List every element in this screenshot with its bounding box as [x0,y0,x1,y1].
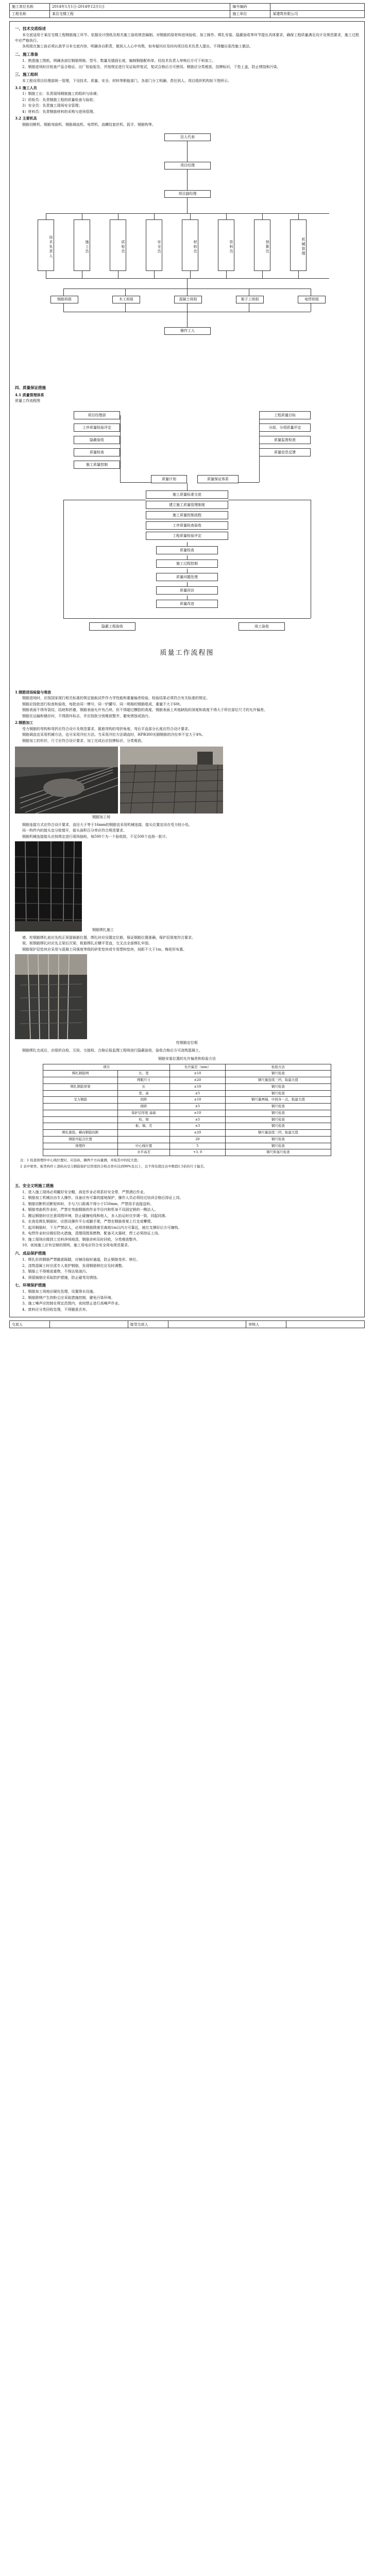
flow-right-box: 质量信息反馈 [259,448,311,456]
table-cell: ±5 [169,1104,225,1110]
tolerance-table [43,1064,331,1157]
table-note: 注：1 检查预埋件中心线位置时，应沿纵、横两个方向量测，并取其中的较大值； [20,1158,141,1162]
table-row [43,1123,331,1130]
paragraph: 1、绑扎好的钢筋严禁随意踩踏，应铺设临时通道，防止钢筋变形、移位。 [22,1258,140,1262]
sign-field[interactable] [286,1321,365,1328]
section-title: 二、施工准备 [15,52,38,57]
connector-line [187,569,188,573]
paragraph: 5、搬运钢筋时应注意周围环境，防止碰撞电线和他人，多人抬运时应步调一致，同起同落。 [22,1213,169,1218]
paragraph: 钢筋应按批进行检查和验收，每批由同一牌号、同一炉罐号、同一规格的钢筋组成，重量不大于60t。 [22,702,183,706]
flow-center-box: 施工质量控制流程 [146,511,228,519]
site-photo [15,747,118,814]
quality-flow-chart [43,407,331,665]
section-title: 七、环境保护措施 [15,1283,46,1287]
table-cell [43,1149,118,1156]
table-cell: 间距 [118,1097,170,1104]
subsection-title: 1.钢筋进场检验与堆放 [15,689,52,694]
table-cell: 钢尺量连续三档，取最大值 [225,1130,331,1137]
table-cell: 预埋件 [43,1143,118,1149]
table-row [43,1110,331,1116]
connector-line [187,596,188,600]
paragraph: 钢筋机械连接接头应按规定进行现场抽检，每500个为一个验收批，不足500个也按一批计。 [22,834,169,839]
section-title: 一、技术交底综述 [15,26,46,31]
table-cell: 钢尺检查 [225,1143,331,1149]
sign-field[interactable] [168,1321,246,1328]
paragraph: 7、起吊钢筋时，下方严禁站人，必须待钢筋降落至离地1m以内方可靠近，就位支撑好后方可摘钩。 [22,1225,182,1230]
connector-line [187,582,188,586]
table-row [43,1149,331,1156]
paragraph: 2、浇筑混凝土时应派专人看护钢筋，发现钢筋移位应及时调整。 [22,1263,126,1268]
table-cell: ±10 [169,1083,225,1090]
table-cell: 钢尺检查 [225,1116,331,1123]
section-title: 三、施工组织 [15,72,38,77]
flow-left-box: 质量检查 [74,448,120,456]
connector-line [187,555,188,560]
table-cell [43,1104,118,1110]
connector-line [187,542,188,546]
paragraph: 钢筋连接方式应符合设计要求，直径大于等于16mm的钢筋宜采用机械连接，接头位置宜设在受力较小处。 [22,822,193,827]
flow-left-box: 施工质量控制 [74,461,120,469]
flow-center-box: 工序质量检查验收 [146,521,228,530]
paragraph: 钢筋在运输和储存时，不得损坏标志，并应按批分别堆放整齐，避免锈蚀或油污。 [22,714,152,718]
table-cell: 长 [118,1083,170,1090]
table-cell: 绑扎箍筋、横向钢筋间距 [43,1130,118,1137]
paragraph: 2）质检员：负责钢筋工程的质量检查与验收； [22,97,97,102]
table-row [43,1071,331,1077]
connector-line [262,271,263,278]
table-row [43,1097,331,1104]
table-cell: 网眼尺寸 [118,1077,170,1084]
paragraph: 9、施工现场应做到工完料净场地清，钢筋余料及时回收，分类堆放整齐。 [22,1237,140,1242]
table-cell: 钢尺量连续三档，取最大值 [225,1077,331,1084]
table-cell: 钢尺检查 [225,1083,331,1090]
org-team: 钢筋班组 [50,296,78,303]
org-dept: 预算员 [254,219,270,271]
table-caption: 钢筋安装位置的允许偏差和检验方法 [158,1057,216,1061]
table-header: 检验方法 [225,1064,331,1071]
table-cell: 长、宽 [118,1071,170,1077]
paragraph: 1、熟悉施工图纸，明确各部位钢筋规格、型号、数量及锚固长度，编制钢筋配料单，经技术负责人审核后方可下料加工。 [22,59,216,63]
flow-right-box: 质量监督检查 [259,436,311,444]
flow-left-box: 项目经理部 [74,411,120,419]
org-l3: 项目副经理 [164,190,211,198]
header-cell: 施工单位 [230,11,270,18]
table-row [43,1077,331,1084]
paragraph: 钢筋切断机、钢筋弯曲机、钢筋调直机、电焊机、直螺纹套丝机、扳手、钢筋钩等。 [22,122,156,127]
table-cell: 钢尺检查 [225,1136,331,1143]
table-cell: 钢尺检查 [225,1104,331,1110]
connector-line [125,303,126,312]
table-cell: 钢尺检查 [225,1071,331,1077]
connector-line [298,213,299,219]
table-cell: ±20 [169,1077,225,1084]
flow-chain-box: 质量问题处理 [156,573,218,581]
table-note: 2 表中梁类、板类构件上部纵向受力钢筋保护层厚度的合格点率应达到90%及以上，且不得有超过表中数值1.5倍的尺寸偏差。 [20,1164,207,1168]
paragraph: 2、钢筋进场时应检查产品合格证、出厂检验报告，并按规定进行见证取样复试，复试合格后方可使用。钢筋应分类堆放，挂牌标识，下垫上盖，防止锈蚀和污染。 [22,64,281,69]
photo-caption: 钢筋绑扎施工 [92,928,114,932]
org-chart [32,131,342,343]
paragraph: 2、钢筋除锈产生的粉尘应采取措施控制，避免污染环境。 [22,1295,115,1300]
table-header: 项目 [43,1064,170,1071]
paragraph: 4、钢筋弯曲机作业时，严禁在弯曲钢筋的作业半径内和机身不设固定销的一侧站人。 [22,1208,158,1212]
table-row [43,1083,331,1090]
table-cell [43,1077,118,1084]
paragraph: 本交底适用于某住宅楼工程钢筋施工环节。依据设计图纸及相关施工验收规范编制。对钢筋的原材料进场验收、加工制作、绑扎安装、隐蔽验收等环节提出具体要求，确保工程质量满足设计及规范要求，施工过程中应严格执行。 [15,33,359,43]
org-dept: 资料员 [218,219,234,271]
table-row [43,1143,331,1149]
table-cell: ±20 [169,1130,225,1137]
paragraph: 1）钢筋工长：负责现场钢筋施工的组织与协调； [22,92,100,96]
org-bottom: 操作工人 [164,327,211,335]
org-dept: 施工员 [74,219,90,271]
paragraph: 6、在高处绑扎钢筋时，应搭设操作平台或脚手架，严禁在钢筋骨架上行走或攀爬。 [22,1219,155,1224]
subsection-title: 3.2 主要机具 [15,116,37,121]
table-cell: 钢筋弯起点位置 [43,1136,118,1143]
org-team: 架子工班组 [236,296,264,303]
flow-left-box: 隐蔽验收 [74,436,120,444]
paragraph: 8、电焊作业时应做好防火措施，清理周围易燃物，配备灭火器材，焊工必须持证上岗。 [22,1231,162,1236]
flow-mid: 质量计划 [151,475,187,483]
flow-left-box: 工序质量检验评定 [74,423,120,432]
table-cell: 绑扎钢筋网 [43,1071,118,1077]
paragraph: 同一构件内的接头宜分批错开，接头面积百分率应符合规范要求。 [22,828,127,833]
table-cell [118,1130,170,1137]
table-cell: 钢尺检查 [225,1123,331,1130]
header-cell: 编号编码 [230,4,270,11]
header-cell: 某住宅楼工程 [50,11,230,18]
connector-line [63,289,64,296]
paragraph: 3、施工噪声应控制在规定范围内，夜间禁止进行高噪声作业。 [22,1301,122,1306]
paragraph: 钢筋保护层垫块应采用与混凝土同强度等级的砂浆垫块或专用塑料垫块，间距不大于1m，梅花形布置。 [22,947,187,952]
table-cell [118,1136,170,1143]
header-cell: 工程名称 [10,11,50,18]
table-cell: +3, 0 [169,1149,225,1156]
org-dept: 质检员 [110,219,126,271]
flow-mid: 质量保证体系 [197,475,239,483]
table-cell: ±3 [169,1123,225,1130]
org-dept: 机械管理 [290,219,307,271]
site-photo [15,841,359,931]
org-team: 木工班组 [112,296,140,303]
table-cell: 板、墙、壳 [118,1123,170,1130]
sign-label: 接受交底人 [128,1321,168,1328]
table-row [43,1116,331,1123]
table-cell: 钢尺量两端、中间各一点，取最大值 [225,1097,331,1104]
header-table [9,3,365,18]
table-cell: 钢尺和塞尺检查 [225,1149,331,1156]
connector-line [187,289,188,296]
header-cell: 2014年1月1日-2014年12月1日 [50,4,230,11]
paragraph: 钢筋加工的形状、尺寸应符合设计要求，加工完成后应挂牌标识，分类堆放。 [22,738,145,743]
table-cell: ±10 [169,1097,225,1104]
flow-chain-box: 施工过程控制 [156,560,218,568]
connector-line [298,271,299,278]
paragraph: 墙、柱钢筋绑扎前应先校正预留插筋位置，绑扎时应设置定位筋，保证钢筋位置准确，保护层厚度符合要求。 [22,935,195,940]
flow-chain-box: 质量检查 [156,546,218,554]
header-cell: 施工单位名称 [10,4,50,11]
flow-chain-box: 质量改进 [156,600,218,608]
org-top: 法人代表 [164,133,211,141]
table-cell: 绑扎钢筋骨架 [43,1083,118,1090]
flow-right-box: 工程质量目标 [259,411,311,419]
table-cell [43,1123,118,1130]
paragraph: 本工程设项目经理部统一管理，下设技术、质量、安全、材料等职能部门，各部门分工明确，责任到人。项目组织机构如下图所示。 [22,79,231,83]
connector-line [226,213,227,219]
flow-bottom-right: 竣工验收 [239,622,285,631]
table-cell: 柱、梁 [118,1116,170,1123]
flow-center-box: 工程质量检验评定 [146,532,228,540]
paragraph: 钢筋进场时，应按国家现行相关标准的规定抽取试件作力学性能和重量偏差检验，检验结果必须符合有关标准的规定。 [22,696,210,700]
sign-label: 审核人 [246,1321,286,1328]
org-dept: 安全员 [146,219,162,271]
photo-caption: 柱钢筋定位框 [176,1041,198,1045]
paragraph: 钢筋调直宜采用机械方法，也可采用冷拉方法。当采用冷拉方法调直时，HPB300光圆钢筋的冷拉率不宜大于4%。 [22,733,206,737]
photo-caption: 钢筋加工场 [92,815,110,819]
paragraph: 1、钢筋加工场地应硬化处理，设置排水设施。 [22,1290,97,1294]
subsection-title: 4.1 质量管理体系 [15,392,44,397]
table-cell: 钢尺检查 [225,1090,331,1097]
photo-row [15,747,359,814]
flow-center-box: 建立施工质量管理制度 [146,501,228,509]
table-row [43,1090,331,1097]
paragraph: 梁、板钢筋绑扎时应先主梁后次梁，板筋绑扎应横平竖直，交叉点全部绑扎牢固。 [22,941,152,945]
header-cell [270,4,365,11]
table-row [43,1130,331,1137]
connector-line [190,213,191,219]
flow-right-box: 分部、分项质量评定 [259,423,311,432]
table-cell: 水平高差 [118,1149,170,1156]
connector-line [154,271,155,278]
table-cell: 20 [169,1136,225,1143]
org-l2: 项目经理 [164,162,211,170]
paragraph: 4、废料应分类回收处理，不得随意丢弃。 [22,1307,90,1312]
connector-line [125,289,126,296]
signature-table [9,1320,365,1328]
table-cell: 排距 [118,1104,170,1110]
connector-line [187,303,188,312]
table-cell: 宽、高 [118,1090,170,1097]
section-title: 六、成品保护措施 [15,1250,46,1256]
table-cell: 保护层厚度 基础 [118,1110,170,1116]
paragraph: 3、钢筋上不得堆放重物，不得沾染油污。 [22,1269,90,1274]
paragraph: 1、进入施工现场必须戴好安全帽，高处作业必须系好安全带，严禁酒后作业。 [22,1190,147,1194]
table-cell: 5 [169,1143,225,1149]
header-cell: 某建筑有限公司 [270,11,365,18]
table-cell [43,1090,118,1097]
paragraph: 4、预留插筋应采取防护措施，防止碰弯及锈蚀。 [22,1275,100,1280]
sign-field[interactable] [50,1321,128,1328]
paragraph: 受力钢筋的弯钩和弯折应符合设计及规范要求，箍筋弯钩的弯折角度、弯后平直部分长度应符合设计要求。 [22,726,192,731]
org-dept: 技术负责人 [38,219,54,271]
org-team: 混凝土班组 [174,296,202,303]
paragraph: 各班组在施工前必须认真学习本交底内容，明确各自职责，做到人人心中有数，如有疑问应及时向项目技术负责人提出，不得擅自更改施工做法。 [22,44,253,49]
connector-line [154,213,155,219]
paragraph: 3、钢筋切断机切断短料时，手与刀口距离不得小于150mm，严禁用手直接送料。 [22,1201,154,1206]
paragraph: 10、夜间施工应有足够的照明，施工用电应符合安全用电规范要求。 [22,1243,131,1248]
org-team: 电焊班组 [298,296,326,303]
paragraph: 钢筋绑扎完成后，应组织自检、互检、交接检，合格后报监理工程师进行隐蔽验收，验收合格后方可浇筑混凝土。 [22,1048,202,1053]
sign-label: 交底人 [10,1321,50,1328]
flow-bottom-left: 隐蔽工程验收 [89,622,135,631]
table-cell [43,1116,118,1123]
connector-line [190,271,191,278]
table-cell: 受力钢筋 [43,1097,118,1104]
paragraph: 4）材料员：负责钢筋材料的采购与进场管理。 [22,109,97,114]
table-cell: ±5 [169,1090,225,1097]
paragraph: 2、钢筋加工机械应由专人操作，设备应有可靠的接地保护，操作人员必须经过培训合格后持证上岗。 [22,1196,183,1200]
site-photo [15,954,359,1039]
paragraph: 3）安全员：负责施工现场安全管理； [22,104,82,108]
table-row [43,1104,331,1110]
table-cell: ±10 [169,1071,225,1077]
table-header: 允许偏差（mm） [169,1064,225,1071]
section-title: 五、安全文明施工措施 [15,1183,54,1188]
subsection-title: 3.1 施工人员 [15,85,37,90]
table-cell: 中心线位置 [118,1143,170,1149]
paragraph: 钢筋表面不得有裂纹、结疤和折叠，钢筋表面允许有凸块，但不得超过横肋的高度，钢筋表面上其他缺陷的深度和高度不得大于所在部位尺寸的允许偏差。 [22,708,267,712]
section-title: 四、质量保证措施 [15,385,46,391]
table-cell: 钢尺检查 [225,1110,331,1116]
table-cell [43,1110,118,1116]
flow-chain-box: 质量回访 [156,586,218,595]
flow-center-box: 施工质量标准交底 [146,490,228,499]
connector-line [63,303,64,312]
subsection-title: 2.钢筋加工 [15,720,33,725]
body-frame [9,21,365,1317]
connector-line [262,213,263,219]
flow-title: 质量工作流程图 [160,649,214,657]
table-cell: ±5 [169,1116,225,1123]
table-row [43,1136,331,1143]
org-dept: 材料员 [182,219,198,271]
table-cell: ±10 [169,1110,225,1116]
paragraph: 质量工作流程图 [15,399,40,403]
connector-line [226,271,227,278]
site-photo [120,747,223,814]
